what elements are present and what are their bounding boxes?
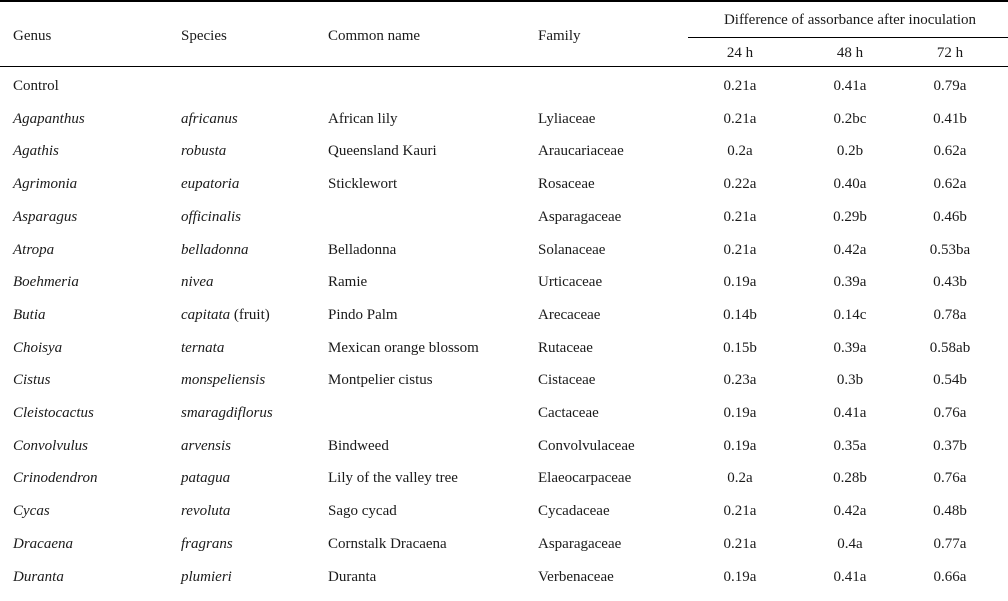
cell-genus: Agrimonia (13, 176, 78, 193)
cell-species (181, 535, 233, 553)
cell-common-name: Mexican orange blossom (328, 339, 479, 356)
table-row (0, 142, 1008, 175)
cell-72h: 0.48b (933, 503, 967, 520)
cell-48h: 0.39a (833, 274, 867, 291)
species-name: capitata (181, 306, 231, 323)
cell-species (181, 241, 249, 259)
cell-common-name: Ramie (328, 274, 368, 291)
cell-family: Asparagaceae (538, 535, 622, 552)
species-name: smaragdiflorus (181, 405, 273, 421)
cell-common-name: Duranta (328, 568, 377, 585)
cell-genus: Dracaena (13, 535, 73, 552)
cell-genus: Control (13, 78, 59, 94)
species-note: (fruit) (230, 306, 270, 323)
cell-family: Elaeocarpaceae (538, 470, 632, 487)
cell-24h: 0.22a (723, 176, 757, 193)
cell-species (181, 208, 241, 226)
cell-species (181, 273, 213, 291)
species-name: fragrans (181, 535, 233, 552)
cell-common-name: Bindweed (328, 437, 389, 454)
group-header-rule (688, 37, 1008, 38)
table-top-rule (0, 0, 1008, 2)
cell-24h: 0.23a (723, 372, 757, 389)
table-row (0, 437, 1008, 470)
cell-family: Rosaceae (538, 176, 595, 193)
cell-24h: 0.19a (723, 405, 757, 421)
cell-genus: Cistus (13, 372, 51, 389)
table-row (0, 568, 1008, 601)
cell-common-name: Queensland Kauri (328, 143, 437, 160)
cell-genus: Boehmeria (13, 274, 79, 291)
header-bottom-rule (0, 66, 1008, 67)
species-name: africanus (181, 110, 238, 127)
header-48h: 48 h (836, 45, 864, 61)
cell-72h: 0.66a (933, 568, 967, 585)
table-row (0, 306, 1008, 339)
cell-species (181, 404, 273, 422)
cell-48h: 0.41a (833, 78, 867, 94)
cell-48h: 0.39a (833, 339, 867, 356)
header-24h: 24 h (726, 45, 754, 61)
cell-genus: Agapanthus (13, 110, 85, 127)
cell-24h: 0.21a (723, 535, 757, 552)
cell-72h: 0.54b (933, 372, 967, 389)
cell-72h: 0.79a (933, 78, 967, 94)
cell-family: Lyliaceae (538, 110, 596, 127)
header-common-name: Common name (328, 28, 421, 44)
cell-genus: Butia (13, 306, 46, 323)
table-row (0, 469, 1008, 502)
cell-common-name: Cornstalk Dracaena (328, 535, 447, 552)
cell-72h: 0.43b (933, 274, 967, 291)
species-name: plumieri (181, 568, 232, 585)
table-row (0, 208, 1008, 241)
species-name: nivea (181, 274, 214, 291)
cell-genus: Asparagus (13, 208, 78, 225)
cell-24h: 0.19a (723, 274, 757, 291)
cell-species (181, 502, 230, 520)
cell-24h: 0.21a (723, 110, 757, 127)
cell-48h: 0.41a (833, 405, 867, 421)
cell-72h: 0.76a (933, 470, 967, 487)
cell-common-name: Belladonna (328, 241, 397, 258)
table-row (0, 371, 1008, 404)
cell-48h: 0.14c (833, 306, 867, 323)
cell-72h: 0.77a (933, 535, 967, 552)
species-name: ternata (181, 339, 225, 356)
species-name: patagua (181, 470, 231, 487)
header-genus: Genus (13, 28, 52, 44)
cell-species (181, 568, 232, 586)
cell-24h: 0.19a (723, 568, 757, 585)
species-name: revoluta (181, 503, 231, 520)
cell-common-name: Sago cycad (328, 503, 397, 520)
cell-genus: Crinodendron (13, 470, 98, 487)
cell-family: Arecaceae (538, 306, 601, 323)
cell-72h: 0.58ab (929, 339, 971, 356)
cell-24h: 0.21a (723, 78, 757, 94)
table-row (0, 339, 1008, 372)
cell-species (181, 339, 224, 357)
cell-family: Cactaceae (538, 405, 599, 421)
cell-species (181, 306, 270, 324)
species-name: eupatoria (181, 176, 240, 193)
table-row (0, 175, 1008, 208)
cell-family: Asparagaceae (538, 208, 622, 225)
cell-24h: 0.19a (723, 437, 757, 454)
cell-48h: 0.2b (836, 143, 864, 160)
cell-48h: 0.2bc (833, 110, 867, 127)
cell-genus: Agathis (13, 143, 59, 160)
header-absorbance-group: Difference of assorbance after inoculation (723, 12, 977, 28)
cell-species (181, 110, 238, 128)
header-family: Family (538, 28, 581, 44)
header-species: Species (181, 28, 227, 44)
cell-common-name: Lily of the valley tree (328, 470, 458, 487)
cell-genus: Cycas (13, 503, 50, 520)
cell-48h: 0.42a (833, 503, 867, 520)
cell-48h: 0.42a (833, 241, 867, 258)
cell-24h: 0.15b (723, 339, 757, 356)
cell-genus: Convolvulus (13, 437, 88, 454)
header-72h: 72 h (936, 45, 964, 61)
cell-species (181, 371, 265, 389)
cell-family: Solanaceae (538, 241, 606, 258)
table-row (0, 502, 1008, 535)
cell-72h: 0.62a (933, 143, 967, 160)
cell-species (181, 469, 230, 487)
species-name: officinalis (181, 208, 241, 225)
cell-genus: Atropa (13, 241, 55, 258)
species-name: belladonna (181, 241, 249, 258)
cell-common-name: Pindo Palm (328, 306, 398, 323)
cell-48h: 0.28b (833, 470, 867, 487)
cell-72h: 0.76a (933, 405, 967, 421)
table-row (0, 77, 1008, 110)
cell-genus: Duranta (13, 568, 64, 585)
cell-24h: 0.2a (727, 470, 753, 487)
cell-72h: 0.78a (933, 306, 967, 323)
table-row (0, 110, 1008, 143)
cell-species (181, 142, 226, 160)
cell-48h: 0.4a (837, 535, 863, 552)
cell-common-name: Montpelier cistus (328, 372, 433, 389)
cell-24h: 0.2a (727, 143, 753, 160)
cell-family: Araucariaceae (538, 143, 624, 160)
cell-genus: Cleistocactus (13, 405, 94, 421)
cell-species (181, 175, 239, 193)
table-row (0, 273, 1008, 306)
cell-72h: 0.46b (933, 208, 967, 225)
cell-24h: 0.21a (723, 208, 757, 225)
cell-family: Urticaceae (538, 274, 603, 291)
cell-family: Verbenaceae (538, 568, 614, 585)
cell-72h: 0.37b (933, 437, 967, 454)
cell-24h: 0.21a (723, 241, 757, 258)
cell-72h: 0.53ba (929, 241, 971, 258)
species-name: robusta (181, 143, 227, 160)
cell-72h: 0.62a (933, 176, 967, 193)
table-row (0, 535, 1008, 568)
cell-family: Cycadaceae (538, 503, 610, 520)
cell-genus: Choisya (13, 339, 63, 356)
cell-48h: 0.40a (833, 176, 867, 193)
cell-48h: 0.35a (833, 437, 867, 454)
cell-species (181, 437, 231, 455)
table-row (0, 404, 1008, 437)
cell-common-name: African lily (328, 110, 398, 127)
cell-48h: 0.3b (836, 372, 864, 389)
cell-48h: 0.41a (833, 568, 867, 585)
table-row (0, 241, 1008, 274)
species-name: arvensis (181, 437, 231, 454)
cell-24h: 0.14b (723, 306, 757, 323)
cell-24h: 0.21a (723, 503, 757, 520)
cell-family: Rutaceae (538, 339, 593, 356)
cell-72h: 0.41b (933, 110, 967, 127)
cell-family: Cistaceae (538, 372, 596, 389)
cell-48h: 0.29b (833, 208, 867, 225)
species-name: monspeliensis (181, 372, 266, 389)
cell-family: Convolvulaceae (538, 437, 635, 454)
cell-common-name: Sticklewort (328, 176, 398, 193)
